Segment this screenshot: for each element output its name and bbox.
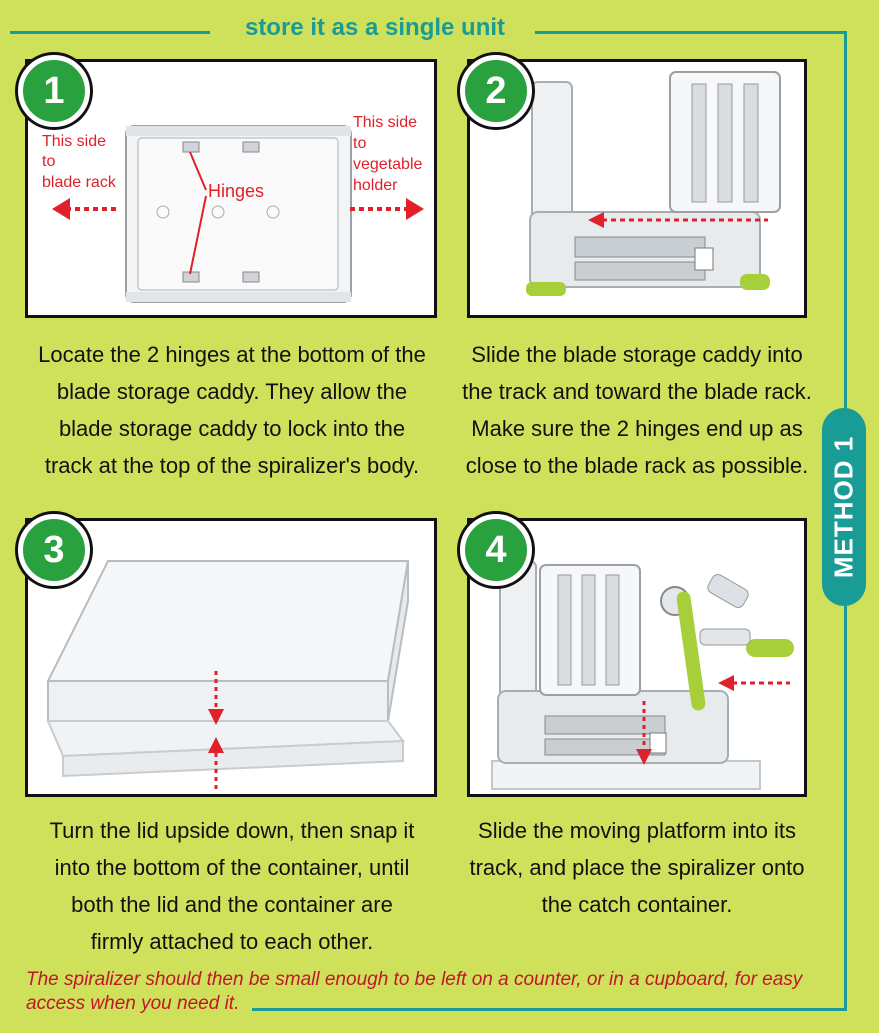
footer-note — [26, 968, 826, 1016]
method-label: METHOD 1 — [828, 435, 859, 579]
footer-line-1: The spiralizer should then be small enough to be left on a counter, or in a cupboard, for easy — [26, 969, 803, 990]
step-2-badge: 2 — [460, 55, 532, 127]
step-3-line-2: into the bottom of the container, until — [54, 855, 410, 880]
step-3-line-1: Turn the lid upside down, then snap it — [49, 818, 415, 843]
step-4-line-1: Slide the moving platform into its — [478, 818, 796, 843]
label-left-1: This side — [42, 133, 107, 150]
label-left-2: to — [42, 153, 56, 170]
step-2-line-4: close to the blade rack as possible. — [465, 453, 809, 478]
step-4-line-2: track, and place the spiralizer onto — [469, 855, 805, 880]
step-3-line-4: firmly attached to each other. — [90, 929, 374, 954]
label-right-2: to — [353, 135, 367, 152]
step-4-caption — [452, 812, 822, 923]
label-left-3: blade rack — [42, 174, 116, 191]
step-2-line-3: Make sure the 2 hinges end up as — [471, 416, 803, 441]
step-1-line-1: Locate the 2 hinges at the bottom of the — [38, 342, 426, 367]
label-right-3: vegetable — [353, 156, 423, 173]
step-1-badge: 1 — [18, 55, 90, 127]
step-3-caption — [12, 812, 452, 960]
step-2-line-2: the track and toward the blade rack. — [462, 379, 812, 404]
label-right-4: holder — [353, 177, 398, 194]
frame-top-right — [535, 31, 847, 34]
caddy-bottom-illustration — [28, 62, 434, 315]
step-4-line-3: the catch container. — [541, 892, 733, 917]
step-3-line-3: both the lid and the container are — [71, 892, 393, 917]
step-2-caption — [452, 336, 822, 484]
step-2-line-1: Slide the blade storage caddy into — [471, 342, 803, 367]
step-1-line-4: track at the top of the spiralizer's body. — [44, 453, 420, 478]
step-3-badge: 3 — [18, 514, 90, 586]
step-1-line-3: blade storage caddy to lock into the — [58, 416, 406, 441]
step-1-caption — [12, 336, 452, 484]
footer-line-2: access when you need it. — [26, 993, 240, 1014]
step-1-line-2: blade storage caddy. They allow the — [56, 379, 408, 404]
frame-top-left — [10, 31, 210, 34]
label-right-1: This side — [353, 114, 418, 131]
container-lid-illustration — [28, 521, 434, 794]
page-title: store it as a single unit — [244, 14, 506, 41]
method-tab — [822, 408, 866, 606]
step-4-badge: 4 — [460, 514, 532, 586]
label-hinges: Hinges — [208, 181, 265, 201]
